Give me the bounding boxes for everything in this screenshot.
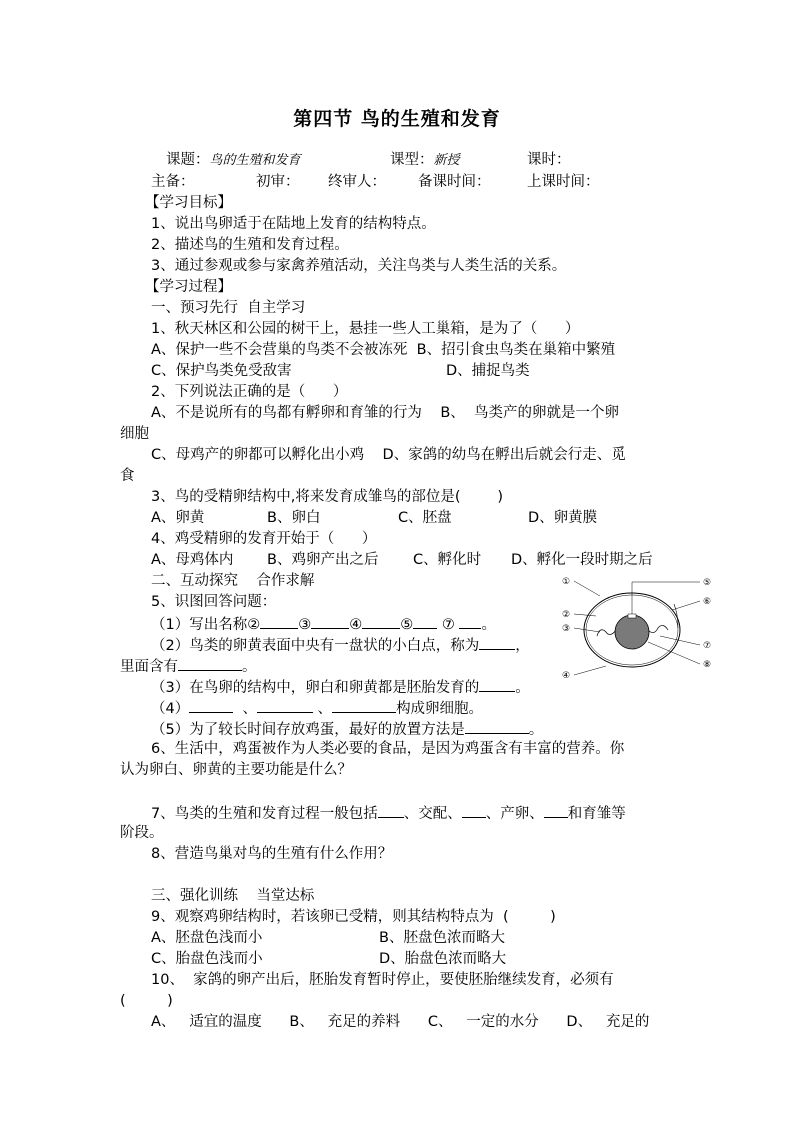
answer-blank[interactable]: [479, 634, 515, 650]
topic-label: 课题：: [166, 152, 210, 168]
type-value: 新授: [433, 153, 460, 168]
answer-blank[interactable]: [260, 613, 298, 629]
section-heading: 二、互动探究 合作求解: [151, 573, 315, 589]
germinal-disc: [628, 614, 636, 618]
answer-blank[interactable]: [459, 613, 481, 629]
q5-5-text: （5）为了较长时间存放鸡蛋，最好的放置方法是: [151, 722, 465, 738]
diagram-label: ⑤: [703, 578, 712, 588]
question-3: 3、鸟的受精卵结构中,将来发育成雏鸟的部位是( ): [151, 489, 504, 505]
goal-item: 1、说出鸟卵适于在陆地上发育的结构特点。: [151, 216, 436, 232]
topic-value: 鸟的生殖和发育: [209, 153, 301, 168]
question-4-option: C、孵化时: [413, 552, 482, 568]
meta-first-review: 初审：: [256, 174, 300, 190]
question-1-option-d: D、捕捉鸟类: [446, 363, 530, 379]
question-10: 10、 家鸽的卵产出后，胚胎发育暂时停止，要使胚胎继续发育，必须有: [151, 972, 614, 988]
question-2-options-ab: A、不是说所有的鸟都有孵卵和育雏的行为 B、 鸟类产的卵就是一个卵: [151, 405, 620, 421]
answer-blank[interactable]: [362, 613, 400, 629]
leader-line: [574, 581, 600, 596]
goals-header: 【学习目标】: [145, 195, 232, 211]
answer-blank[interactable]: [378, 802, 404, 818]
question-4-option: A、母鸡体内: [151, 552, 234, 568]
question-9-option: B、胚盘色浓而略大: [379, 930, 505, 946]
process-header: 【学习过程】: [145, 279, 232, 295]
type-label: 课型：: [390, 152, 434, 168]
q7-text: 和育雏等: [567, 806, 626, 822]
q7-text: 、产卵、: [485, 806, 544, 822]
answer-blank[interactable]: [257, 697, 313, 713]
egg-structure-diagram: [560, 574, 720, 686]
q5-1-text: （1）写出名称②: [151, 617, 261, 633]
question-3-option: A、卵黄: [151, 510, 205, 526]
question-5-3: （3）在鸟卵的结构中，卵白和卵黄都是胚胎发育的 。: [151, 676, 530, 698]
question-5-2-cont: 里面含有 。: [120, 655, 257, 677]
q5-2-text-cont: 里面含有: [120, 659, 178, 675]
q5-1-mark: ⑤: [400, 617, 414, 633]
question-10-options: A、 适宜的温度 B、 充足的养料 C、 一定的水分 D、 充足的: [151, 1014, 650, 1030]
meta-period: 课时：: [527, 152, 571, 168]
q5-1-mark: ⑦: [441, 617, 455, 633]
q5-2-text: （2）鸟类的卵黄表面中央有一盘状的小白点，称为: [151, 638, 480, 654]
question-5-2: （2）鸟类的卵黄表面中央有一盘状的小白点，称为 ，: [151, 634, 530, 656]
question-5-1: （1）写出名称② ③ ④ ⑤ ⑦ 。: [151, 613, 496, 635]
goal-item: 3、通过参观或参与家禽养殖活动，关注鸟类与人类生活的关系。: [151, 258, 567, 274]
question-5: 5、识图回答问题：: [151, 594, 277, 610]
diagram-label: ②: [562, 610, 571, 620]
question-3-option: B、卵白: [267, 510, 321, 526]
diagram-label: ⑧: [703, 660, 712, 670]
diagram-label: ④: [562, 671, 571, 681]
question-7: [151, 802, 626, 824]
answer-blank[interactable]: [311, 613, 349, 629]
q5-4-text: （4）: [151, 701, 190, 717]
section-heading: 一、预习先行 自主学习: [151, 300, 306, 316]
question-3-option: D、卵黄膜: [528, 510, 598, 526]
answer-blank[interactable]: [544, 802, 568, 818]
question-1-option-c: C、保护鸟类免受敌害: [151, 363, 292, 379]
question-3-option: C、胚盘: [398, 510, 452, 526]
page-title: 第四节 鸟的生殖和发育: [293, 108, 501, 130]
diagram-label: ①: [562, 577, 571, 587]
question-2-options-ab-cont: 细胞: [120, 426, 149, 442]
question-4: 4、鸡受精卵的发育开始于（ ）: [151, 531, 377, 547]
question-5-5: （5）为了较长时间存放鸡蛋，最好的放置方法是 。: [151, 718, 543, 740]
meta-class-time: 上课时间：: [527, 174, 600, 190]
section-heading: 三、强化训练 当堂达标: [151, 888, 315, 904]
leader-line: [574, 666, 606, 675]
meta-type: [390, 150, 460, 171]
meta-preparer: 主备：: [151, 174, 195, 190]
question-5-4: （4） 、 、 构成卵细胞。: [151, 697, 483, 719]
diagram-label: ③: [562, 624, 571, 634]
answer-blank[interactable]: [462, 802, 486, 818]
question-2-options-cd: C、母鸡产的卵都可以孵化出小鸡 D、家鸽的幼鸟在孵出后就会行走、觅: [151, 447, 626, 463]
question-2-options-cd-cont: 食: [120, 468, 135, 484]
q5-1-mark: ③: [298, 617, 312, 633]
question-9-option: A、胚盘色浅而小: [151, 930, 263, 946]
meta-prep-time: 备课时间：: [418, 174, 491, 190]
diagram-label: ⑦: [703, 641, 712, 651]
answer-blank[interactable]: [479, 676, 515, 692]
leader-line: [672, 601, 700, 610]
question-9-option: C、胎盘色浅而小: [151, 951, 263, 967]
question-6: 6、生活中，鸡蛋被作为人类必要的食品，是因为鸡蛋含有丰富的营养。你: [151, 741, 625, 757]
question-9-option: D、胎盘色浓而略大: [379, 951, 507, 967]
answer-blank[interactable]: [189, 697, 233, 713]
answer-blank[interactable]: [178, 655, 242, 671]
question-10-paren: ( ): [120, 993, 173, 1009]
question-1: 1、秋天林区和公园的树干上，悬挂一些人工巢箱，是为了（ ）: [151, 321, 580, 337]
q7-text: 、交配、: [403, 806, 462, 822]
question-4-option: D、孵化一段时期之后: [511, 552, 653, 568]
answer-blank[interactable]: [332, 697, 396, 713]
yolk: [615, 615, 649, 649]
question-4-option: B、鸡卵产出之后: [267, 552, 379, 568]
meta-topic: [166, 150, 301, 171]
q7-text: 7、鸟类的生殖和发育过程一般包括: [151, 806, 378, 822]
q5-1-mark: ④: [349, 617, 363, 633]
question-1-options-ab: A、保护一些不会营巢的鸟类不会被冻死 B、招引食虫鸟类在巢箱中繁殖: [151, 342, 616, 358]
question-9: 9、观察鸡卵结构时，若该卵已受精，则其结构特点为 ( ): [151, 909, 556, 925]
answer-blank[interactable]: [413, 613, 437, 629]
q5-4-text-end: 构成卵细胞。: [396, 701, 484, 717]
meta-final-review: 终审人：: [328, 174, 386, 190]
question-8: 8、营造鸟巢对鸟的生殖有什么作用？: [151, 846, 393, 862]
diagram-label: ⑥: [703, 597, 712, 607]
goal-item: 2、描述鸟的生殖和发育过程。: [151, 237, 349, 253]
question-7-cont: 阶段。: [120, 825, 164, 841]
question-2: 2、下列说法正确的是（ ）: [151, 384, 348, 400]
answer-blank[interactable]: [465, 718, 529, 734]
question-6-cont: 认为卵白、卵黄的主要功能是什么？: [120, 762, 352, 778]
q5-3-text: （3）在鸟卵的结构中，卵白和卵黄都是胚胎发育的: [151, 680, 480, 696]
